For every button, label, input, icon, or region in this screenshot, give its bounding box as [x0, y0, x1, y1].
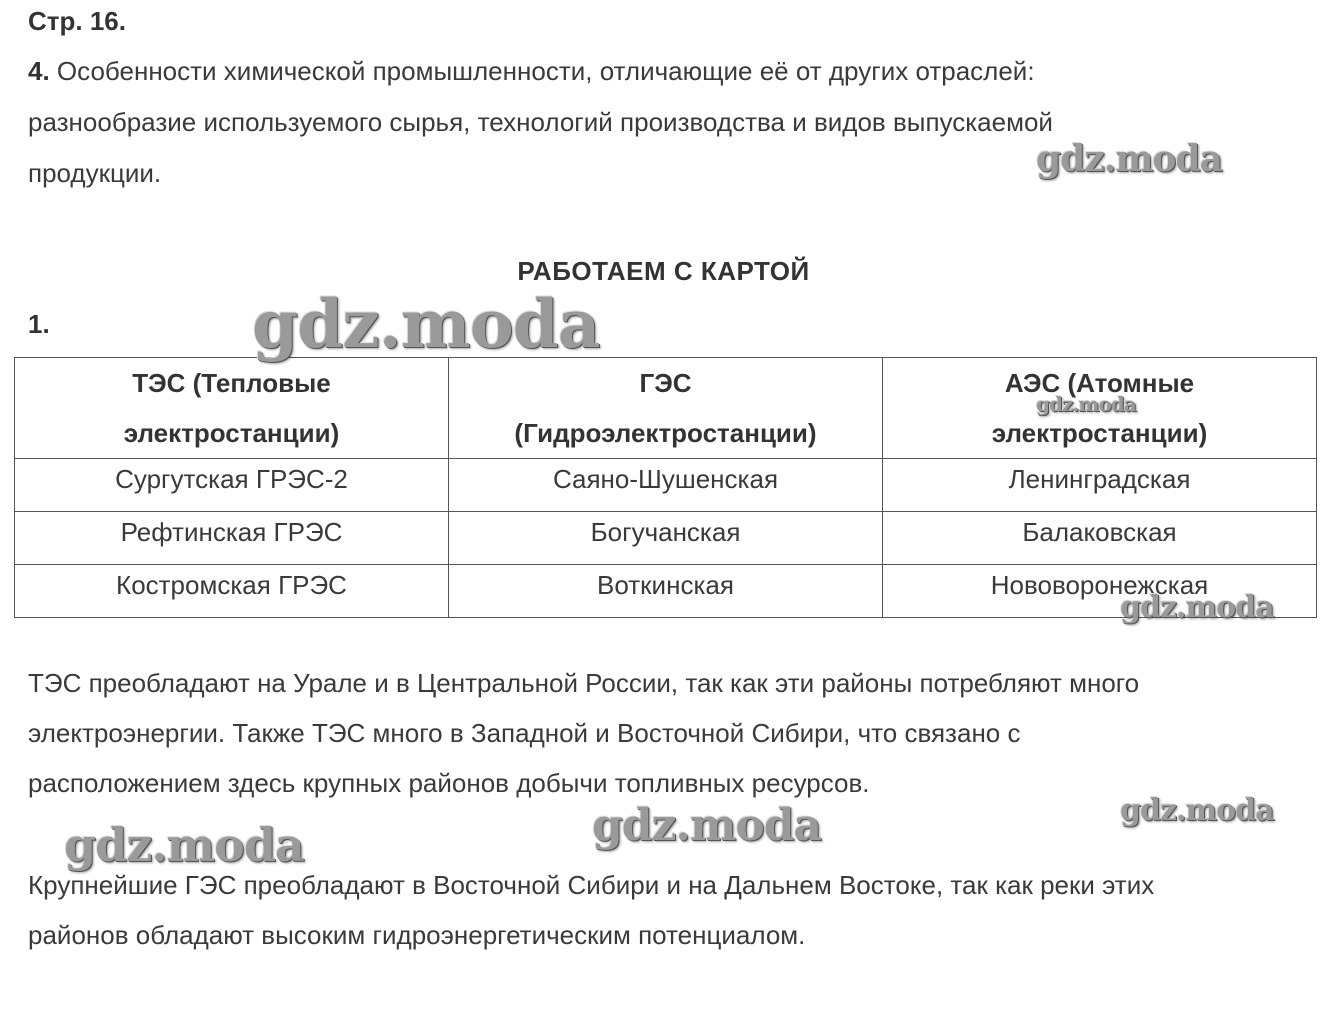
header-ges: [449, 358, 883, 459]
header-ges-line-2: (Гидроэлектростанции): [514, 418, 817, 448]
question-4-text-1: Особенности химической промышленности, отличающие её от других отраслей:: [56, 56, 1035, 86]
table-cell: Нововоронежская: [883, 565, 1317, 618]
question-4-number: 4.: [28, 56, 50, 86]
table-cell: Саяно-Шушенская: [449, 459, 883, 512]
question-1-number: 1.: [28, 309, 50, 339]
table-cell: Сургутская ГРЭС-2: [15, 459, 449, 512]
page-number-heading: Стр. 16.: [28, 6, 126, 36]
header-tes-line-2: электростанции): [123, 418, 340, 448]
table-row: [15, 459, 1317, 512]
question-4-line-2: разнообразие используемого сырья, технологий производства и видов выпускаемой: [28, 107, 1053, 137]
paragraph-1-line-2: электроэнергии. Также ТЭС много в Западной и Восточной Сибири, что связано с: [28, 718, 1021, 748]
watermark-logo: gdz.moda: [1120, 590, 1274, 625]
table-cell: Балаковская: [883, 512, 1317, 565]
header-aes-line-1: АЭС (Атомные: [1004, 368, 1195, 398]
paragraph-2-line-1: Крупнейшие ГЭС преобладают в Восточной Сибири и на Дальнем Востоке, так как реки этих: [28, 870, 1155, 900]
paragraph-1-line-1: ТЭС преобладают на Урале и в Центральной России, так как эти районы потребляют много: [28, 668, 1140, 698]
table-cell: Ленинградская: [883, 459, 1317, 512]
header-aes-line-2: электростанции): [991, 418, 1208, 448]
paragraph-1-line-3: расположением здесь крупных районов добычи топливных ресурсов.: [28, 768, 870, 798]
watermark-logo: gdz.moda: [252, 285, 600, 363]
watermark-logo: gdz.moda: [1120, 793, 1274, 828]
table-cell: Богучанская: [449, 512, 883, 565]
section-title: РАБОТАЕМ С КАРТОЙ: [517, 256, 810, 286]
question-4-line-3: продукции.: [28, 158, 162, 188]
watermark-logo: gdz.moda: [592, 800, 822, 851]
table-cell: Рефтинская ГРЭС: [15, 512, 449, 565]
question-4-line-1: [28, 56, 1035, 86]
watermark-logo: gdz.moda: [1036, 392, 1136, 416]
table-row: [15, 512, 1317, 565]
table-cell: Воткинская: [449, 565, 883, 618]
paragraph-2-line-2: районов обладают высоким гидроэнергетическим потенциалом.: [28, 920, 806, 950]
watermark-logo: gdz.moda: [1036, 138, 1222, 180]
watermark-logo: gdz.moda: [64, 818, 304, 872]
header-tes-line-1: ТЭС (Тепловые: [132, 368, 331, 398]
header-tes: [15, 358, 449, 459]
table-cell: Костромская ГРЭС: [15, 565, 449, 618]
header-ges-line-1: ГЭС: [639, 368, 692, 398]
